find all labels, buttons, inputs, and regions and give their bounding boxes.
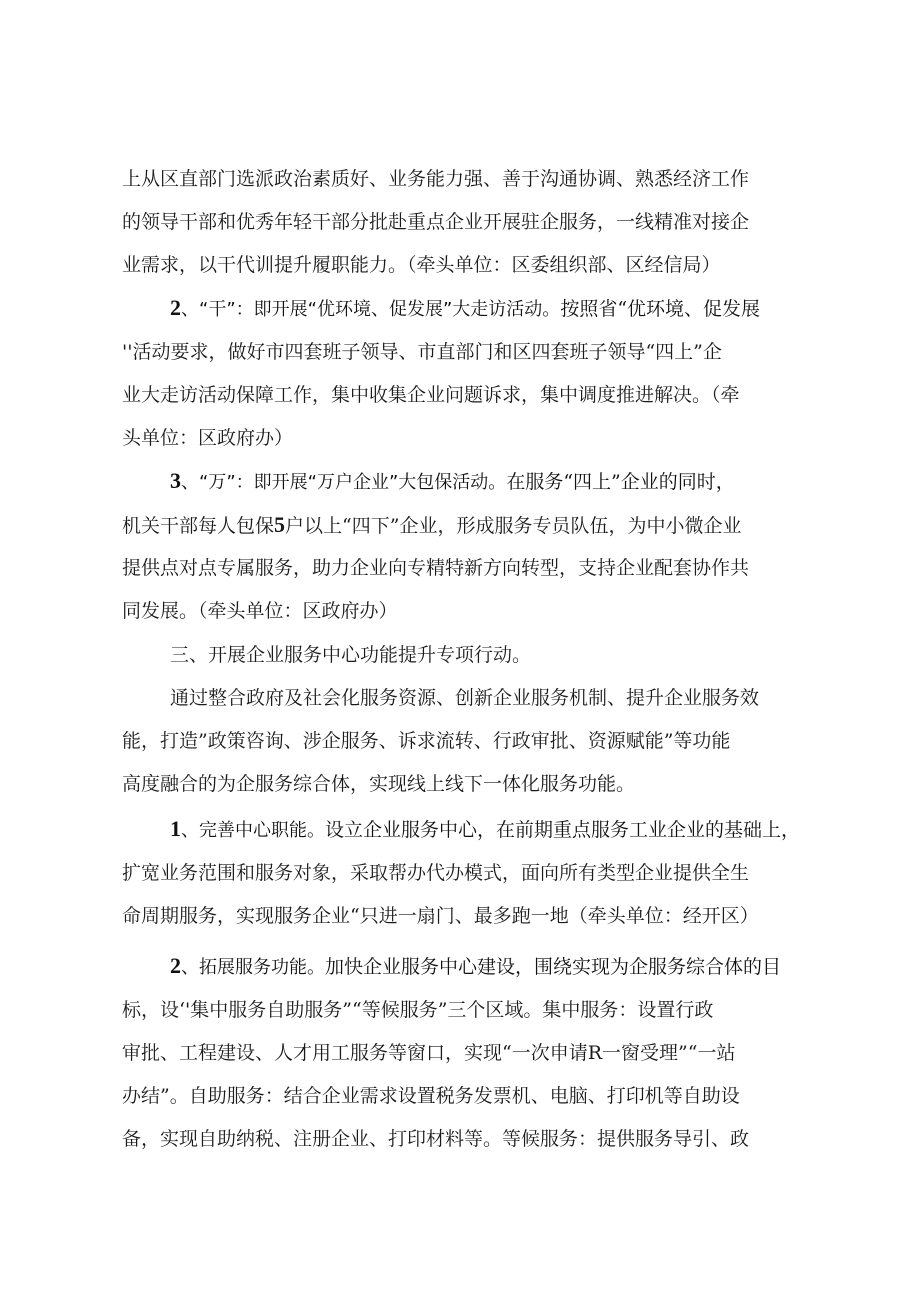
paragraph-line: 的领导干部和优秀年轻干部分批赴重点企业开展驻企服务，一线精准对接企 [122, 211, 750, 233]
paragraph-line: 备，实现自助纳税、注册企业、打印材料等。等候服务：提供服务导引、政 [122, 1128, 750, 1150]
line-text: 机关干部每人包保 [122, 515, 275, 537]
paragraph-line: 高度融合的为企服务综合体，实现线上线下一体化服务功能。 [122, 773, 636, 795]
paragraph-line: 扩宽业务范围和服务对象，采取帮办代办模式，面向所有类型企业提供全生 [122, 862, 750, 884]
section-heading: 三、开展企业服务中心功能提升专项行动。 [170, 644, 532, 666]
item-separator: 、 [181, 957, 199, 978]
paragraph-line: 业大走访活动保障工作，集中收集企业问题诉求，集中调度推进解决。（牵 [122, 384, 740, 406]
item-separator: 、 [181, 472, 199, 493]
item-title: 拓展服务功能。 [199, 957, 325, 978]
item-number: 2 [170, 953, 181, 978]
paragraph-line [122, 511, 802, 539]
paragraph-line: 业需求，以干代训提升履职能力。（牵头单位：区委组织部、区经信局） [122, 254, 721, 276]
paragraph-line: 提供点对点专属服务，助力企业向专精特新方向转型，支持企业配套协作共 [122, 557, 750, 579]
item-separator: 、 [181, 299, 199, 320]
item-heading [170, 294, 760, 322]
item-heading [170, 952, 781, 980]
inline-number: 5 [274, 512, 286, 537]
paragraph-line: 同发展。（牵头单位：区政府办） [122, 600, 398, 622]
item-separator: 、 [181, 820, 199, 841]
paragraph-line: 上从区直部门选派政治素质好、业务能力强、善于沟通协调、熟悉经济工作 [122, 168, 750, 190]
item-number: 2 [170, 295, 181, 320]
paragraph-line: 办结”。自助服务：结合企业需求设置税务发票机、电脑、打印机等自助设 [122, 1085, 740, 1107]
item-number: 1 [170, 816, 181, 841]
item-text: 设立企业服务中心，在前期重点服务工业企业的基础上， [325, 819, 801, 841]
item-text: 按照省“优环境、促发展 [560, 298, 761, 320]
item-text: 在服务“四上”企业的同时， [506, 471, 735, 493]
paragraph-line: 命周期服务，实现服务企业“只进一扇门、最多跑一地（牵头单位：经开区） [122, 905, 759, 927]
item-number: 3 [170, 468, 181, 493]
paragraph-line: 头单位：区政府办） [122, 427, 294, 449]
item-title: 完善中心职能。 [199, 820, 325, 841]
item-title: “万”：即开展“万户企业”大包保活动。 [199, 472, 507, 493]
line-text: 户以上“四下”企业，形成服务专员队伍，为中小微企业 [285, 515, 742, 537]
item-heading [170, 467, 735, 495]
paragraph-line: 审批、工程建设、人才用工服务等窗口，实现“一次申请R一窗受理”“一站 [122, 1042, 736, 1064]
item-heading [170, 815, 800, 843]
item-text: 加快企业服务中心建设，围绕实现为企服务综合体的目 [325, 956, 782, 978]
item-title: “干”：即开展“优环境、促发展”大走访活动。 [199, 299, 561, 320]
paragraph-line: 通过整合政府及社会化服务资源、创新企业服务机制、提升企业服务效 [170, 687, 760, 709]
paragraph-line: 能，打造”政策咨询、涉企服务、诉求流转、行政审批、资源赋能”等功能 [122, 730, 731, 752]
paragraph-line: 标，设‘'集中服务自助服务”“等候服务”三个区域。集中服务：设置行政 [122, 999, 714, 1021]
paragraph-line: ''活动要求，做好市四套班子领导、市直部门和区四套班子领导“四上”企 [122, 341, 722, 363]
